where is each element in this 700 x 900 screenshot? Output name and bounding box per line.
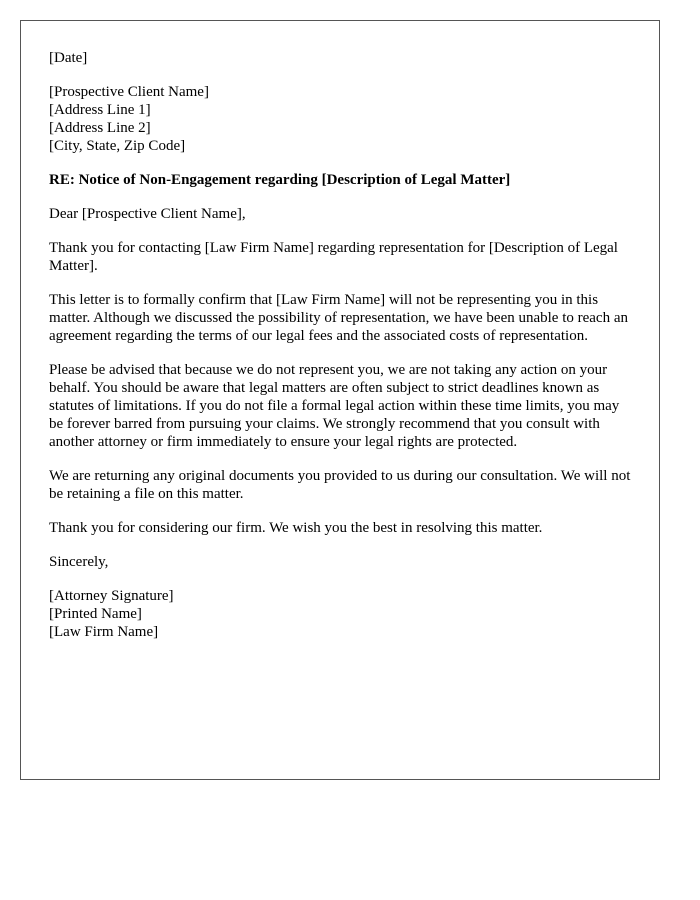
subject-line: RE: Notice of Non-Engagement regarding [Description of Legal Matter]: [49, 172, 511, 188]
recipient-address-block: [49, 83, 635, 155]
paragraph-thanks: Thank you for considering our firm. We wish you the best in resolving this matter.: [49, 520, 543, 536]
date-text: [Date]: [49, 50, 88, 66]
recipient-address-line-1: [Address Line 1]: [49, 102, 151, 118]
recipient-city-state-zip: [City, State, Zip Code]: [49, 138, 186, 154]
recipient-name: [Prospective Client Name]: [49, 84, 209, 100]
salutation: Dear [Prospective Client Name],: [49, 206, 246, 222]
closing: Sincerely,: [49, 554, 109, 570]
letter-date: [49, 49, 635, 67]
signature-firm-name: [Law Firm Name]: [49, 624, 159, 640]
attorney-signature: [Attorney Signature]: [49, 588, 174, 604]
paragraph-intro: Thank you for contacting [Law Firm Name] regarding representation for [Description of Legal Matter].: [49, 240, 618, 274]
letter-body: [49, 49, 635, 657]
paragraph-statute-warning: Please be advised that because we do not represent you, we are not taking any action on your behalf. You should be aware that legal matters are often subject to strict deadlines known as statutes of limitations. If you do not file a formal legal action within these time limits, you may be forever barred from pursuing your claims. We strongly recommend that you consult with another attorney or firm immediately to ensure your legal rights are protected.: [49, 362, 620, 450]
signature-block: [49, 587, 635, 641]
paragraph-non-engagement: This letter is to formally confirm that [Law Firm Name] will not be representing you in this matter. Although we discussed the possibility of representation, we have been unable to reach an agreement regarding the terms of our legal fees and the associated costs of representation.: [49, 292, 629, 344]
paragraph-documents: We are returning any original documents you provided to us during our consultation. We will not be retaining a file on this matter.: [49, 468, 631, 502]
letter-page: [20, 20, 660, 780]
recipient-address-line-2: [Address Line 2]: [49, 120, 151, 136]
printed-name: [Printed Name]: [49, 606, 142, 622]
